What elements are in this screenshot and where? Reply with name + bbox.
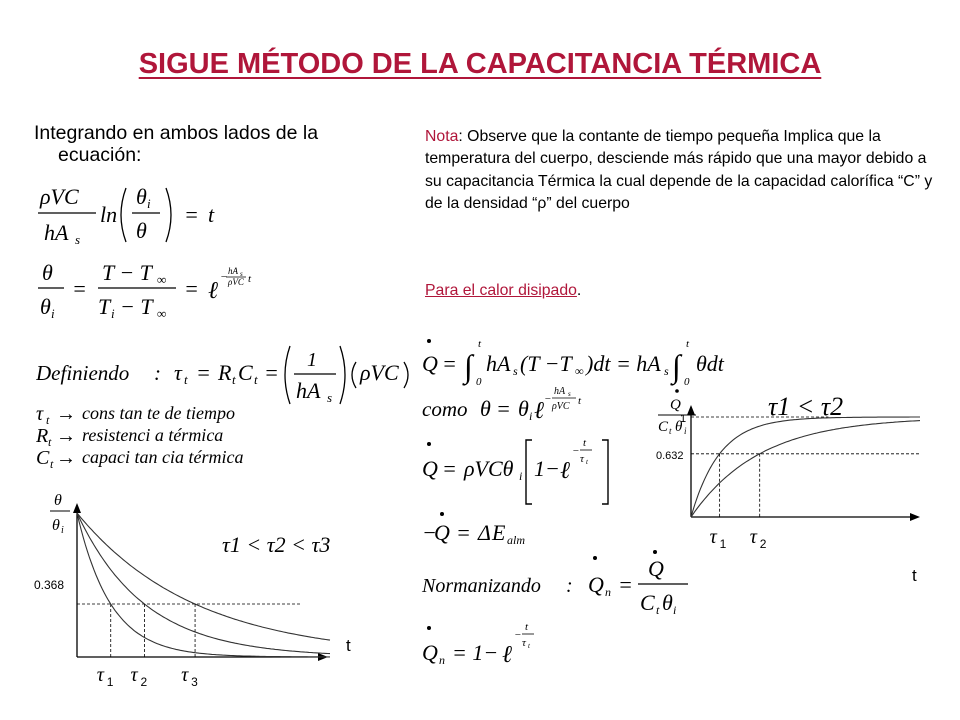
svg-text:−: −: [514, 629, 522, 641]
left-chart-tick-1: [97, 664, 114, 689]
svg-text:n: n: [605, 585, 611, 599]
svg-text:ℓ: ℓ: [502, 642, 512, 668]
svg-text:R: R: [36, 425, 49, 447]
svg-text:n: n: [439, 653, 445, 667]
svg-text:=: =: [184, 276, 199, 301]
svg-text:=: =: [442, 456, 457, 481]
svg-text::: :: [154, 361, 161, 385]
svg-text:θdt: θdt: [696, 351, 724, 376]
svg-text:hA: hA: [296, 378, 321, 403]
svg-text:t: t: [669, 426, 672, 436]
left-chart-ylabel-num: θ: [54, 492, 62, 509]
svg-text:→: →: [56, 425, 76, 447]
svg-text:t: t: [686, 338, 690, 350]
svg-text:s: s: [664, 364, 669, 378]
svg-text::: :: [566, 575, 573, 597]
svg-text:Δ: Δ: [478, 520, 491, 545]
svg-text:ρVC: ρVC: [228, 277, 244, 287]
note-label: Nota: [425, 128, 459, 145]
right-chart-ylabel-den: C: [658, 419, 669, 435]
svg-text:Q: Q: [422, 640, 438, 665]
svg-text:τ: τ: [749, 526, 757, 548]
svg-text:∫: ∫: [464, 348, 473, 384]
svg-text:s: s: [568, 390, 571, 398]
svg-text:hA: hA: [44, 220, 69, 245]
svg-text:−: −: [422, 520, 437, 545]
svg-text:=: =: [196, 360, 211, 385]
svg-text:τ: τ: [96, 664, 104, 686]
equation-ratio: [36, 258, 266, 328]
svg-text:→: →: [56, 403, 76, 425]
intro-line-1: Integrando en ambos lados de la: [34, 122, 319, 144]
note-paragraph: [425, 126, 945, 216]
intro-line-2: ecuación:: [58, 144, 142, 166]
svg-text:hA: hA: [554, 386, 566, 397]
svg-text:t: t: [232, 372, 236, 387]
equation-normalized-result: [420, 618, 590, 674]
svg-text:t: t: [578, 395, 582, 407]
svg-text:t: t: [656, 603, 660, 617]
right-chart-series-2: [691, 421, 920, 517]
note-text: : Observe que la contante de tiempo pequeña Implica que la temperatura del cuerpo, desciende más rápido que una mayor debido a su capacitancia Térmica la cual depende de la capacidad calorífica “C” y de la densidad “ρ” del cuerpo: [425, 128, 933, 213]
svg-text:1−: 1−: [534, 456, 560, 481]
svg-text:T − T: T − T: [102, 260, 152, 285]
svg-text:T: T: [98, 294, 111, 319]
svg-text:ρVC: ρVC: [40, 184, 79, 209]
svg-text:=: =: [618, 572, 633, 597]
equation-log: [36, 180, 246, 250]
svg-text:hA: hA: [486, 351, 511, 376]
right-chart-tick-2: [750, 526, 767, 551]
svg-text:t: t: [50, 457, 54, 470]
svg-text:s: s: [75, 232, 81, 247]
svg-text:1: 1: [719, 537, 727, 551]
svg-text:ℓ: ℓ: [208, 278, 218, 304]
growth-chart: [650, 385, 950, 585]
svg-text:t: t: [208, 202, 215, 227]
right-chart-level-label-1: 1: [680, 413, 687, 425]
svg-text:τ: τ: [36, 403, 44, 425]
svg-text:0: 0: [684, 376, 690, 388]
right-chart-level-label-2: 0.632: [656, 449, 684, 462]
right-chart-series-1: [691, 417, 920, 517]
svg-text:E: E: [492, 520, 506, 545]
svg-text:∞: ∞: [157, 306, 167, 321]
svg-text:t: t: [248, 273, 252, 285]
svg-text:=: =: [184, 202, 199, 227]
left-chart-ylabel-den: θ: [52, 517, 60, 534]
svg-text:−: −: [544, 393, 552, 405]
svg-text:=: =: [72, 276, 87, 301]
svg-text:τ: τ: [709, 526, 717, 548]
left-chart-tick-2: [130, 664, 147, 689]
svg-text:τ: τ: [130, 664, 138, 686]
svg-text:∞: ∞: [157, 272, 167, 287]
svg-text:i: i: [61, 525, 64, 536]
svg-text:t: t: [586, 458, 588, 466]
heat-section-heading: [425, 282, 581, 300]
svg-text:→: →: [56, 447, 76, 469]
svg-text:t: t: [528, 642, 530, 650]
svg-text:Q: Q: [434, 520, 450, 545]
svg-text:2: 2: [140, 675, 148, 689]
svg-text:ln: ln: [100, 202, 118, 227]
def-r: resistenci a térmica: [82, 425, 224, 445]
svg-text:alm: alm: [507, 533, 525, 547]
svg-text:t: t: [184, 372, 188, 387]
defining-label: Definiendo: [36, 361, 130, 385]
right-chart-ylabel-num: Q: [670, 397, 681, 413]
def-c: capaci tan cia térmica: [82, 447, 244, 467]
svg-text:t: t: [48, 435, 52, 449]
left-chart-xlabel: t: [346, 636, 351, 655]
svg-text:i: i: [147, 196, 151, 211]
svg-text:0: 0: [476, 376, 482, 388]
svg-text:θ: θ: [40, 294, 51, 319]
svg-text:)dt = hA: )dt = hA: [586, 351, 661, 376]
svg-text:(T −T: (T −T: [520, 351, 572, 376]
decay-chart: [30, 485, 410, 695]
svg-text:= 1−: = 1−: [452, 640, 499, 665]
svg-text:=: =: [442, 351, 457, 376]
svg-text:como: como: [422, 397, 468, 421]
svg-text:R: R: [218, 360, 232, 385]
intro-text: [34, 122, 394, 166]
slide-title: SIGUE MÉTODO DE LA CAPACITANCIA TÉRMICA: [138, 48, 822, 80]
svg-text:τ: τ: [181, 664, 189, 686]
svg-text:3: 3: [191, 675, 198, 689]
svg-text:s: s: [513, 364, 518, 378]
svg-text:i: i: [673, 603, 677, 617]
svg-text:θ: θ: [662, 590, 673, 615]
svg-text:θ: θ: [518, 396, 529, 421]
normalizing-label: Normanizando: [422, 575, 541, 597]
svg-text:Q: Q: [422, 456, 438, 481]
svg-text:=: =: [456, 520, 471, 545]
svg-text:τ: τ: [174, 360, 182, 385]
svg-text:τ: τ: [522, 637, 526, 649]
svg-text:θ: θ: [42, 260, 53, 285]
svg-text:i: i: [684, 426, 687, 436]
svg-text:s: s: [240, 270, 243, 278]
heat-section-suffix: .: [576, 282, 582, 299]
right-chart-relation: τ1 < τ2: [768, 392, 844, 421]
left-chart-tick-3: [181, 664, 198, 689]
svg-text:ℓ: ℓ: [560, 458, 570, 484]
svg-text:i: i: [529, 409, 533, 423]
svg-text:t: t: [583, 437, 587, 449]
definitions-list: [36, 400, 336, 470]
svg-text:−: −: [220, 271, 228, 283]
svg-text:2: 2: [759, 537, 767, 551]
equation-theta: [420, 382, 620, 434]
svg-text:ρVC: ρVC: [360, 360, 399, 385]
svg-text:ℓ: ℓ: [534, 398, 544, 424]
svg-text:∫: ∫: [672, 348, 681, 384]
right-chart-xlabel: t: [912, 566, 917, 585]
svg-text:=: =: [496, 396, 511, 421]
svg-text:Q: Q: [648, 556, 664, 581]
svg-text:θ: θ: [136, 184, 147, 209]
svg-text:1: 1: [106, 675, 114, 689]
svg-text:C: C: [238, 360, 253, 385]
svg-text:Q: Q: [588, 572, 604, 597]
svg-text:=: =: [264, 360, 279, 385]
svg-text:θ: θ: [136, 218, 147, 243]
svg-text:τ: τ: [580, 453, 584, 465]
left-chart-relation: τ1 < τ2 < τ3: [222, 532, 331, 557]
svg-text:ρVC: ρVC: [552, 401, 570, 412]
svg-text:C: C: [640, 590, 655, 615]
right-chart-tick-1: [710, 526, 727, 551]
svg-text:t: t: [478, 338, 482, 350]
svg-text:ρVCθ: ρVCθ: [464, 456, 514, 481]
svg-text:i: i: [51, 306, 55, 321]
svg-text:∞: ∞: [575, 364, 584, 378]
svg-text:s: s: [327, 390, 333, 405]
svg-text:−: −: [572, 445, 580, 457]
svg-text:C: C: [36, 447, 50, 469]
svg-text:t: t: [525, 621, 529, 633]
heat-section-label: Para el calor disipado: [425, 282, 577, 299]
svg-text:i: i: [519, 469, 523, 483]
def-tau: cons tan te de tiempo: [82, 403, 235, 423]
equation-energy: [420, 508, 570, 552]
svg-text:Q: Q: [422, 351, 438, 376]
left-chart-marker-label: 0.368: [34, 578, 65, 593]
svg-text:i: i: [111, 306, 115, 321]
svg-text:θ: θ: [675, 419, 683, 435]
svg-text:θ: θ: [480, 396, 491, 421]
equation-heat-result: [420, 432, 630, 512]
svg-text:− T: − T: [120, 294, 153, 319]
svg-text:t: t: [254, 372, 258, 387]
svg-text:t: t: [46, 413, 50, 427]
svg-text:1: 1: [307, 349, 317, 371]
svg-text:hA: hA: [228, 266, 238, 276]
